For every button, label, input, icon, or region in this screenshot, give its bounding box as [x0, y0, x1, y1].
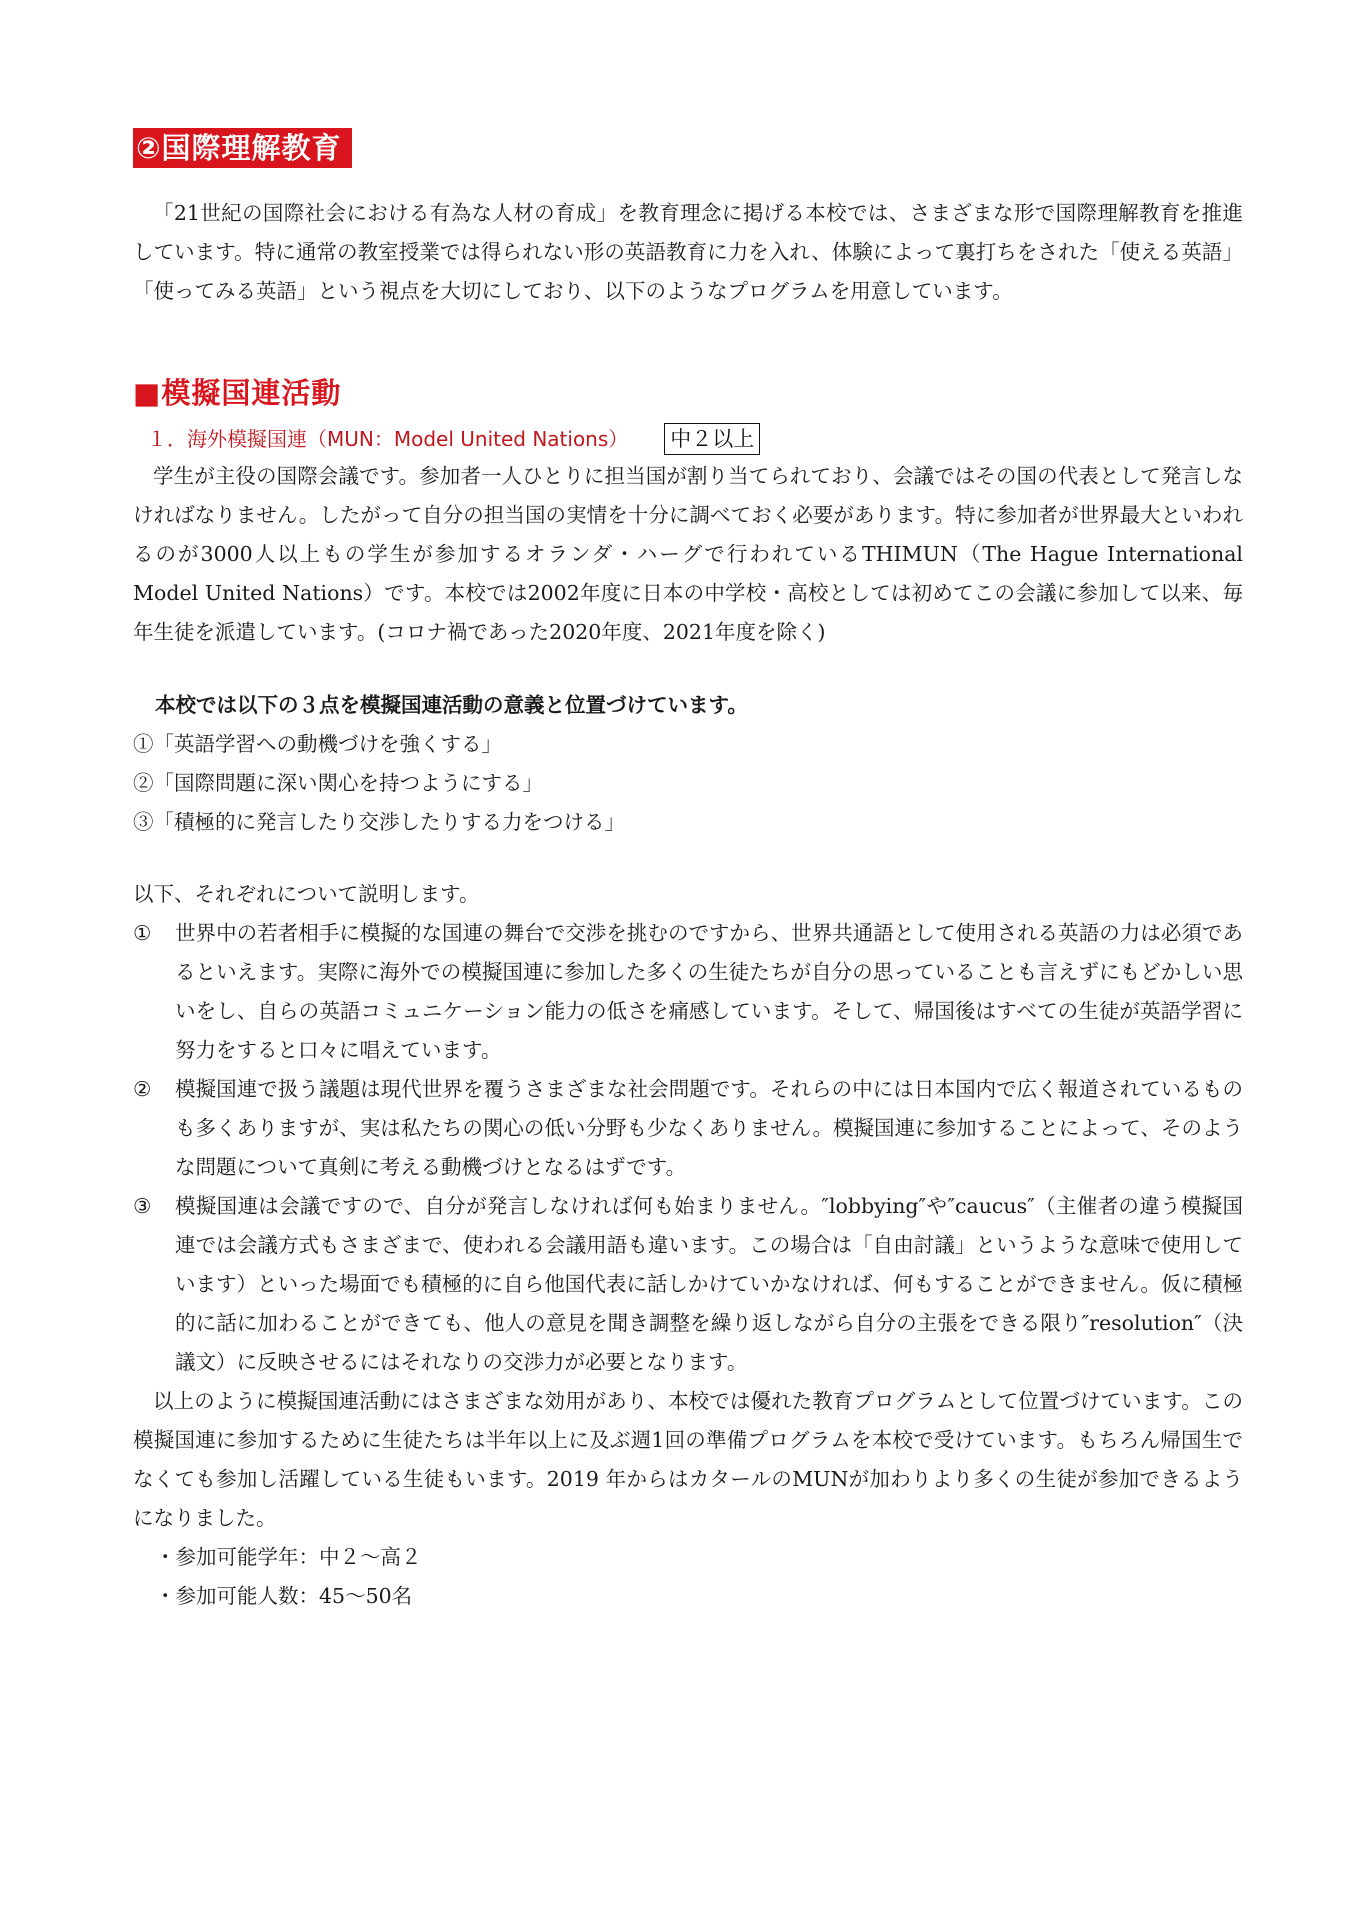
- summary-paragraph: 以上のように模擬国連活動にはさまざまな効用があり、本校では優れた教育プログラムとして位置づけています。この模擬国連に参加するために生徒たちは半年以上に及ぶ週1回の準備プログラムを本校で受けています。もちろん帰国生でなくても参加し活躍している生徒もいます。2019 年からはカタールのMUNが加わりより多くの生徒が参加できるようになりました。: [133, 1389, 1243, 1530]
- explanation-text: 模擬国連で扱う議題は現代世界を覆うさまざまな社会問題です。それらの中には日本国内で広く報道されているものも多くありますが、実は私たちの関心の低い分野も少なくありません。模擬国連に参加することによって、そのような問題について真剣に考える動機づけとなるはずです。: [175, 1077, 1243, 1179]
- explanation-intro: 以下、それぞれについて説明します。: [133, 882, 480, 906]
- significance-point-2: ②「国際問題に深い関心を持つようにする」: [133, 771, 543, 795]
- explanation-item-2: [133, 1070, 1243, 1187]
- significance-heading: 本校では以下の３点を模擬国連活動の意義と位置づけています。: [155, 693, 748, 717]
- explanation-item-1: [133, 914, 1243, 1070]
- explanation-text: 模擬国連は会議ですので、自分が発言しなければ何も始まりません。″lobbying″や″caucus″（主催者の違う模擬国連では会議方式もさまざまで、使われる会議用語も違います。この場合は「自由討議」というような意味で使用しています）といった場面でも積極的に自ら他国代表に話しかけていかなければ、何もすることができません。仮に積極的に話に加わることができても、他人の意見を聞き調整を繰り返しながら自分の主張をできる限り″resolution″（決議文）に反映させるにはそれなりの交渉力が必要となります。: [175, 1194, 1243, 1374]
- explanation-number: ①: [133, 921, 152, 945]
- mun-subsection-header: [133, 421, 1243, 457]
- explanation-number: ③: [133, 1194, 152, 1218]
- explanation-text: 世界中の若者相手に模擬的な国連の舞台で交渉を挑むのですから、世界共通語として使用される英語の力は必須であるといえます。実際に海外での模擬国連に参加した多くの生徒たちが自分の思っていることも言えずにもどかしい思いをし、自らの英語コミュニケーション能力の低さを痛感しています。そして、帰国後はすべての生徒が英語学習に努力をすると口々に唱えています。: [175, 921, 1243, 1062]
- mun-heading: ■模擬国連活動: [133, 376, 342, 410]
- detail-capacity: ・参加可能人数：45～50名: [155, 1584, 413, 1608]
- grade-badge: 中２以上: [664, 423, 760, 455]
- significance-point-1: ①「英語学習への動機づけを強くする」: [133, 732, 502, 756]
- intro-paragraph: 「21世紀の国際社会における有為な人材の育成」を教育理念に掲げる本校では、さまざまな形で国際理解教育を推進しています。特に通常の教室授業では得られない形の英語教育に力を入れ、体験によって裏打ちをされた「使える英語」「使ってみる英語」という視点を大切にしており、以下のようなプログラムを用意しています。: [133, 201, 1243, 303]
- section-title: [133, 128, 1243, 168]
- mun-description: 学生が主役の国際会議です。参加者一人ひとりに担当国が割り当てられており、会議ではその国の代表として発言しなければなりません。したがって自分の担当国の実情を十分に調べておく必要があります。特に参加者が世界最大といわれるのが3000人以上もの学生が参加するオランダ・ハーグで行われているTHIMUN（The Hague International Model United Nations）です。本校では2002年度に日本の中学校・高校としては初めてこの会議に参加して以来、毎年生徒を派遣しています。(コロナ禍であった2020年度、2021年度を除く): [133, 464, 1243, 644]
- detail-grades: ・参加可能学年：中２～高２: [155, 1545, 422, 1569]
- explanation-number: ②: [133, 1077, 152, 1101]
- significance-point-3: ③「積極的に発言したり交渉したりする力をつける」: [133, 810, 625, 834]
- document-page: [133, 128, 1243, 1616]
- mun-subsection-title: １．海外模擬国連（MUN：Model United Nations）: [147, 427, 629, 451]
- section-title-badge: ②国際理解教育: [133, 128, 352, 168]
- explanation-item-3: [133, 1187, 1243, 1382]
